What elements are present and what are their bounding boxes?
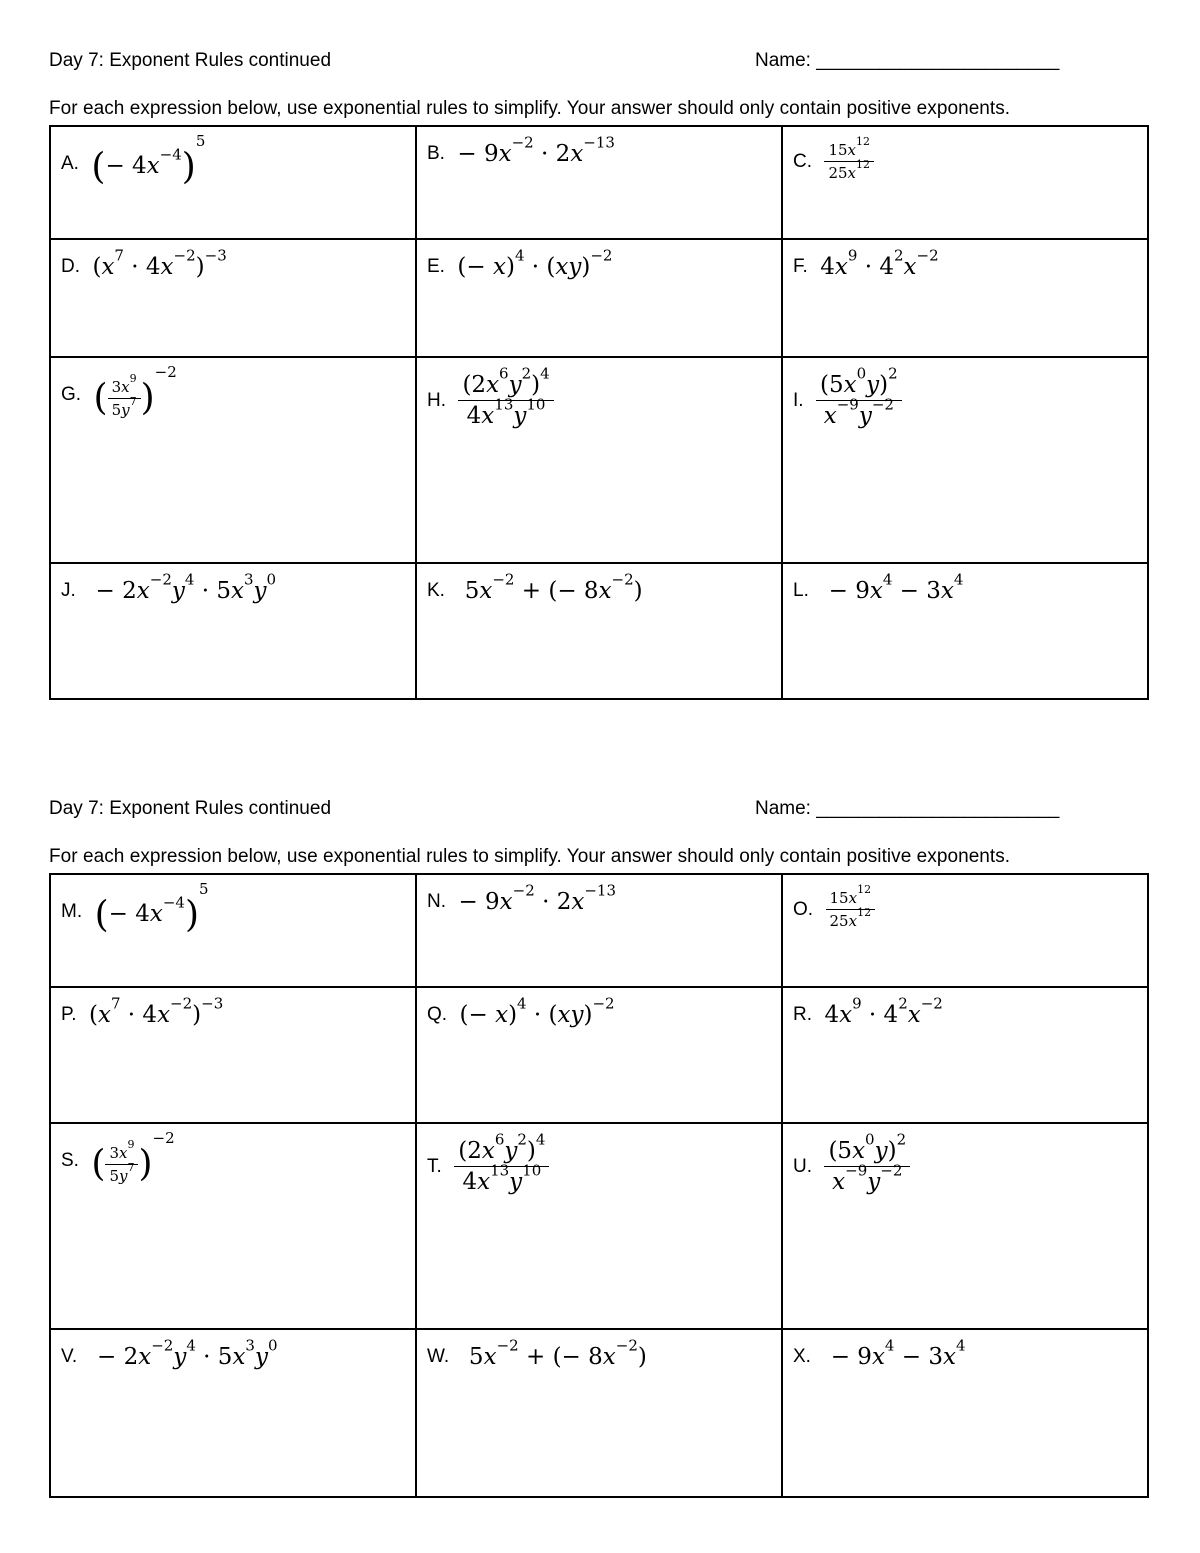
problem-cell	[50, 874, 416, 987]
problem-expression: − $9x^{-2} \cdot 2x^{-13}$	[457, 133, 615, 167]
problem-expression: (− x)$^4$ · (xy)$^{-2}$	[457, 246, 613, 280]
problem-cell	[782, 239, 1148, 357]
worksheet-title: Day 7: Exponent Rules continued	[49, 798, 332, 819]
problem-label: K.	[427, 580, 445, 601]
problem-cell	[782, 874, 1148, 987]
problem-label: N.	[427, 891, 446, 912]
problem-label: P.	[61, 1004, 77, 1025]
problem-cell	[416, 874, 782, 987]
problem-expression: $(x^7 \cdot 4x^{-2})^{-3}$	[88, 994, 224, 1028]
problem-grid	[49, 873, 1149, 1498]
problem-grid	[49, 125, 1149, 700]
problem-expression: (− x)$^4$ · (xy)$^{-2}$	[459, 994, 615, 1028]
problem-cell	[416, 239, 782, 357]
problem-label: H.	[427, 389, 446, 411]
worksheet-header	[49, 798, 1149, 824]
worksheet-2	[49, 798, 1149, 1370]
problem-cell	[782, 563, 1148, 699]
problem-expression: − $9x^4 - 3x^4$	[821, 570, 964, 604]
problem-expression: − $2x^{-2}y^4 \cdot 5x^3y^0$	[88, 570, 277, 604]
problem-cell	[50, 126, 416, 239]
problem-label: J.	[61, 580, 76, 601]
problem-label: B.	[427, 143, 445, 164]
problem-label: E.	[427, 256, 445, 277]
problem-label: A.	[61, 153, 79, 175]
problem-cell	[416, 1329, 782, 1497]
instructions: For each expression below, use exponential rules to simplify. Your answer should only contain positive exponents.	[49, 98, 1011, 119]
problem-cell	[416, 357, 782, 563]
problem-cell	[782, 126, 1148, 239]
problem-label: G.	[61, 384, 82, 406]
problem-expression: − $2x^{-2}y^4 \cdot 5x^3y^0$	[89, 1336, 278, 1370]
problem-label: C.	[793, 150, 812, 172]
problem-label: V.	[61, 1346, 78, 1367]
problem-cell	[782, 1329, 1148, 1497]
problem-label: S.	[61, 1150, 79, 1172]
problem-expression: $5x^{-2}$ + (− $8x^{-2}$)	[457, 570, 643, 604]
problem-cell	[50, 987, 416, 1123]
name-field[interactable]: Name: _______________________	[755, 798, 1060, 819]
problem-cell	[50, 1329, 416, 1497]
problem-label: U.	[793, 1155, 812, 1177]
problem-expression: (− $4x^{-4})^5$	[94, 880, 209, 936]
problem-cell	[416, 987, 782, 1123]
worksheet-header	[49, 50, 1149, 76]
problem-expression: − $9x^{-2} \cdot 2x^{-13}$	[458, 881, 616, 915]
worksheet-title: Day 7: Exponent Rules continued	[49, 50, 332, 71]
problem-expression: ( $\frac{3x^9}{5y^7}$ )$^{-2}$	[91, 1129, 175, 1185]
problem-expression: $4x^9 \cdot 4^2x^{-2}$	[824, 994, 943, 1028]
problem-expression: ( $\frac{3x^9}{5y^7}$ )$^{-2}$	[93, 363, 177, 419]
problem-cell	[416, 126, 782, 239]
problem-cell	[50, 1123, 416, 1329]
problem-expression: − $9x^4 - 3x^4$	[823, 1336, 966, 1370]
problem-label: L.	[793, 580, 809, 601]
worksheet-1	[49, 50, 1149, 604]
name-field[interactable]: Name: _______________________	[755, 50, 1060, 71]
problem-expression: $\frac{(5x^0y)^2}{x^{-9}y^{-2}}$	[824, 1138, 910, 1195]
problem-label: I.	[793, 389, 804, 411]
problem-label: D.	[61, 256, 80, 277]
problem-cell	[416, 1123, 782, 1329]
problem-label: O.	[793, 898, 814, 920]
problem-expression: $4x^9 \cdot 4^2x^{-2}$	[820, 246, 939, 280]
problem-expression: $\frac{(2x^6y^2)^4}{4x^{13}y^{10}}$	[454, 1138, 549, 1195]
problem-cell	[782, 987, 1148, 1123]
problem-expression: $\frac{(5x^0y)^2}{x^{-9}y^{-2}}$	[816, 372, 902, 429]
problem-cell	[782, 357, 1148, 563]
problem-cell	[50, 563, 416, 699]
problem-label: X.	[793, 1346, 811, 1367]
problem-expression: $\frac{15x^{12}}{25x^{12}}$	[826, 889, 876, 930]
problem-label: Q.	[427, 1004, 448, 1025]
problem-cell	[50, 357, 416, 563]
problem-label: M.	[61, 901, 83, 923]
problem-expression: (− $4x^{-4})^5$	[91, 132, 206, 188]
problem-cell	[782, 1123, 1148, 1329]
instructions: For each expression below, use exponential rules to simplify. Your answer should only contain positive exponents.	[49, 846, 1011, 867]
problem-expression: $(x^7 \cdot 4x^{-2})^{-3}$	[92, 246, 227, 280]
problem-cell	[416, 563, 782, 699]
problem-label: W.	[427, 1346, 450, 1367]
problem-expression: $\frac{15x^{12}}{25x^{12}}$	[824, 141, 874, 182]
problem-label: T.	[427, 1155, 442, 1177]
problem-expression: $5x^{-2}$ + (− $8x^{-2}$)	[461, 1336, 647, 1370]
problem-cell	[50, 239, 416, 357]
problem-label: F.	[793, 256, 808, 277]
problem-expression: $\frac{(2x^6y^2)^4}{4x^{13}y^{10}}$	[458, 372, 553, 429]
problem-label: R.	[793, 1004, 812, 1025]
